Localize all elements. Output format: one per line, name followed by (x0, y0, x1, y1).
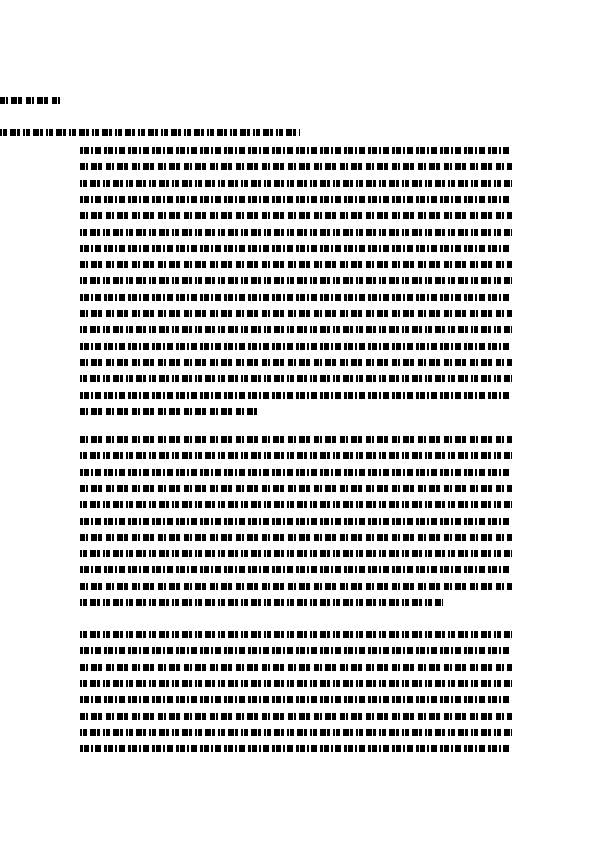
text-line (80, 359, 512, 366)
text-line (80, 713, 512, 720)
text-line (80, 452, 512, 459)
text-line (80, 550, 512, 557)
text-line (80, 294, 512, 301)
text-line (80, 696, 512, 703)
text-line (80, 647, 512, 654)
text-line (80, 245, 512, 252)
text-line (80, 343, 512, 350)
text-line (80, 729, 512, 736)
text-line (80, 745, 512, 752)
text-line (80, 599, 443, 606)
text-line (80, 310, 512, 317)
text-line (80, 534, 512, 541)
text-line (80, 469, 512, 476)
text-line (80, 212, 512, 219)
text-line (80, 664, 512, 671)
text-line (80, 436, 512, 443)
text-line (80, 375, 512, 382)
text-line (80, 277, 512, 284)
text-line (80, 680, 512, 687)
text-line (80, 180, 512, 187)
text-line (80, 229, 512, 236)
text-line (80, 485, 512, 492)
text-line (80, 408, 257, 415)
text-line (80, 261, 512, 268)
text-line (80, 163, 512, 170)
page-header-label (0, 97, 60, 104)
text-line (80, 583, 512, 590)
text-line (80, 518, 512, 525)
text-line (80, 147, 512, 154)
section-title (0, 129, 300, 136)
text-line (80, 631, 512, 638)
text-line (80, 566, 512, 573)
text-line (80, 196, 512, 203)
text-line (80, 326, 512, 333)
text-line (80, 501, 512, 508)
text-line (80, 392, 512, 399)
